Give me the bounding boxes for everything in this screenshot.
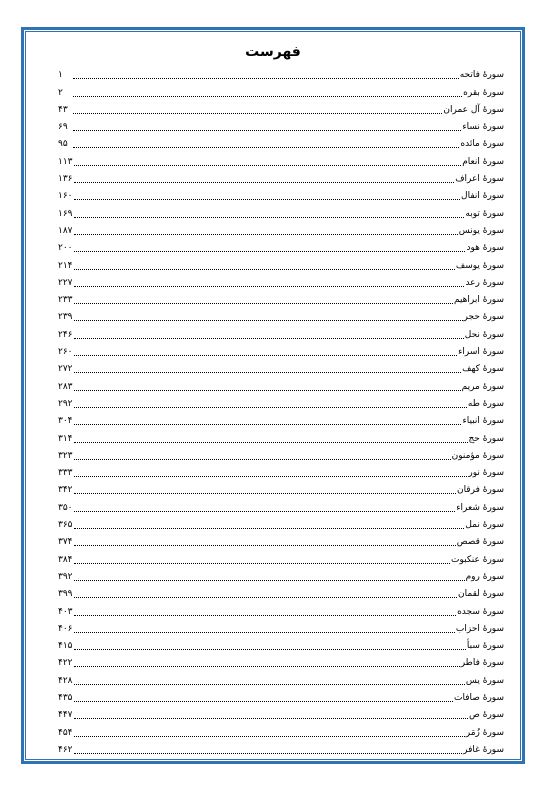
toc-entry-label: سورهٔ لقمان bbox=[458, 589, 504, 600]
toc-dot-leader bbox=[74, 511, 456, 512]
toc-entry[interactable] bbox=[58, 237, 504, 254]
toc-entry[interactable] bbox=[58, 618, 504, 635]
toc-entry-label: سورهٔ آل عمران bbox=[443, 104, 504, 115]
toc-dot-leader bbox=[74, 407, 467, 408]
toc-entry-page-number: ۱۶۹ bbox=[58, 208, 73, 219]
toc-dot-leader bbox=[73, 113, 442, 114]
toc-entry[interactable] bbox=[58, 704, 504, 721]
toc-dot-leader bbox=[74, 165, 462, 166]
toc-dot-leader bbox=[74, 459, 451, 460]
toc-entry-page-number: ۲۷۲ bbox=[58, 364, 73, 375]
toc-dot-leader bbox=[74, 442, 468, 443]
toc-entry-label: سورهٔ فاطر bbox=[460, 658, 504, 669]
toc-entry-label: سورهٔ اعراف bbox=[455, 174, 504, 185]
toc-dot-leader bbox=[74, 199, 461, 200]
toc-entry[interactable] bbox=[58, 81, 504, 98]
toc-entry-label: سورهٔ یوسف bbox=[455, 260, 504, 271]
toc-entry-page-number: ۴۲۸ bbox=[58, 675, 73, 686]
toc-entry-page-number: ۴۰۶ bbox=[58, 623, 73, 634]
toc-entry-page-number: ۲۶۰ bbox=[58, 347, 73, 358]
toc-dot-leader bbox=[74, 286, 465, 287]
toc-entry-page-number: ۲۳۹ bbox=[58, 312, 73, 323]
toc-entry-page-number: ۳۹۲ bbox=[58, 571, 73, 582]
toc-entry-label: سورهٔ یس bbox=[465, 675, 504, 686]
toc-dot-leader bbox=[74, 666, 460, 667]
toc-entry[interactable] bbox=[58, 150, 504, 167]
toc-entry[interactable] bbox=[58, 514, 504, 531]
toc-entry-page-number: ۴۰۳ bbox=[58, 606, 73, 617]
toc-entry[interactable] bbox=[58, 721, 504, 738]
toc-entry[interactable] bbox=[58, 739, 504, 756]
toc-entry-page-number: ۹۵ bbox=[58, 139, 68, 150]
toc-entry-label: سورهٔ فرقان bbox=[456, 485, 504, 496]
toc-entry[interactable] bbox=[58, 116, 504, 133]
toc-entry-label: سورهٔ مریم bbox=[461, 381, 504, 392]
toc-dot-leader bbox=[74, 718, 468, 719]
toc-entry-page-number: ۳۵۰ bbox=[58, 502, 73, 513]
toc-dot-leader bbox=[74, 182, 455, 183]
toc-entry-label: سورهٔ اسراء bbox=[458, 347, 504, 358]
toc-dot-leader bbox=[74, 615, 457, 616]
toc-entry[interactable] bbox=[58, 410, 504, 427]
toc-entry-page-number: ۳۴۲ bbox=[58, 485, 73, 496]
toc-dot-leader bbox=[74, 269, 455, 270]
toc-entry-page-number: ۱۱۳ bbox=[58, 156, 73, 167]
toc-entry-label: سورهٔ رعد bbox=[465, 277, 504, 288]
toc-entry-label: سورهٔ سجده bbox=[457, 606, 504, 617]
toc-entry[interactable] bbox=[58, 462, 504, 479]
toc-entry-page-number: ۲ bbox=[58, 87, 63, 98]
toc-entry[interactable] bbox=[58, 687, 504, 704]
toc-entry-label: سورهٔ قصص bbox=[456, 537, 504, 548]
toc-entry-label: سورهٔ مائده bbox=[460, 139, 504, 150]
toc-entry[interactable] bbox=[58, 272, 504, 289]
toc-dot-leader bbox=[74, 580, 465, 581]
toc-dot-leader bbox=[74, 355, 458, 356]
toc-entry-page-number: ۳۷۴ bbox=[58, 537, 73, 548]
toc-entry-label: سورهٔ شعراء bbox=[456, 502, 504, 513]
toc-entry-label: سورهٔ هود bbox=[466, 243, 504, 254]
toc-entry[interactable] bbox=[58, 427, 504, 444]
toc-entry-label: سورهٔ عنکبوت bbox=[450, 554, 504, 565]
toc-entry[interactable] bbox=[58, 479, 504, 496]
toc-entry[interactable] bbox=[58, 323, 504, 340]
toc-entry-label: سورهٔ غافر bbox=[463, 744, 504, 755]
toc-entry-page-number: ۴۳ bbox=[58, 104, 68, 115]
toc-entry-label: سورهٔ انبیاء bbox=[462, 416, 504, 427]
toc-dot-leader bbox=[74, 632, 455, 633]
toc-entry-page-number: ۴۶۲ bbox=[58, 744, 73, 755]
toc-dot-leader bbox=[73, 147, 459, 148]
toc-entry-page-number: ۴۲۲ bbox=[58, 658, 73, 669]
toc-entry[interactable] bbox=[58, 531, 504, 548]
toc-entry-page-number: ۲۲۷ bbox=[58, 277, 73, 288]
toc-dot-leader bbox=[74, 372, 462, 373]
toc-dot-leader bbox=[74, 736, 465, 737]
toc-dot-leader bbox=[74, 234, 458, 235]
toc-entry-page-number: ۲۰۰ bbox=[58, 243, 73, 254]
toc-entry[interactable] bbox=[58, 202, 504, 219]
toc-entry-label: سورهٔ زُمَر bbox=[465, 727, 504, 738]
toc-entry[interactable] bbox=[58, 375, 504, 392]
toc-entry-label: سورهٔ توبه bbox=[465, 208, 504, 219]
toc-entry-label: سورهٔ ص bbox=[469, 710, 504, 721]
toc-entry-page-number: ۳۳۳ bbox=[58, 468, 73, 479]
toc-entry[interactable] bbox=[58, 306, 504, 323]
toc-entry-page-number: ۱۸۷ bbox=[58, 225, 73, 236]
toc-dot-leader bbox=[74, 390, 461, 391]
toc-entry[interactable] bbox=[58, 496, 504, 513]
toc-entry[interactable] bbox=[58, 669, 504, 686]
toc-entry-label: سورهٔ بقره bbox=[463, 87, 504, 98]
toc-entry[interactable] bbox=[58, 185, 504, 202]
toc-entry-page-number: ۲۹۲ bbox=[58, 398, 73, 409]
toc-entry[interactable] bbox=[58, 254, 504, 271]
toc-dot-leader bbox=[74, 545, 456, 546]
toc-entry-label: سورهٔ نحل bbox=[464, 329, 504, 340]
toc-entry-page-number: ۲۱۴ bbox=[58, 260, 73, 271]
toc-entry-label: سورهٔ روم bbox=[465, 571, 504, 582]
toc-entry[interactable] bbox=[58, 566, 504, 583]
toc-entry[interactable] bbox=[58, 652, 504, 669]
toc-entry[interactable] bbox=[58, 445, 504, 462]
toc-entry-label: سورهٔ مؤمنون bbox=[451, 450, 504, 461]
toc-entry[interactable] bbox=[58, 635, 504, 652]
toc-entry[interactable] bbox=[58, 393, 504, 410]
table-of-contents bbox=[58, 64, 504, 756]
toc-entry-page-number: ۴۳۵ bbox=[58, 692, 73, 703]
toc-entry[interactable] bbox=[58, 600, 504, 617]
toc-entry-label: سورهٔ یونس bbox=[458, 225, 504, 236]
toc-entry-page-number: ۶۹ bbox=[58, 122, 68, 133]
toc-entry-page-number: ۱ bbox=[58, 70, 63, 81]
toc-dot-leader bbox=[74, 597, 458, 598]
toc-dot-leader bbox=[74, 493, 456, 494]
toc-dot-leader bbox=[74, 649, 466, 650]
toc-entry-page-number: ۳۹۹ bbox=[58, 589, 73, 600]
toc-dot-leader bbox=[73, 96, 462, 97]
toc-dot-leader bbox=[73, 78, 459, 79]
toc-entry-label: سورهٔ احزاب bbox=[455, 623, 504, 634]
toc-entry-label: سورهٔ صافات bbox=[453, 692, 504, 703]
toc-entry-page-number: ۱۳۶ bbox=[58, 174, 73, 185]
toc-entry[interactable] bbox=[58, 289, 504, 306]
toc-entry-page-number: ۲۸۳ bbox=[58, 381, 73, 392]
toc-dot-leader bbox=[74, 753, 463, 754]
toc-entry[interactable] bbox=[58, 133, 504, 150]
toc-entry[interactable] bbox=[58, 168, 504, 185]
toc-entry[interactable] bbox=[58, 64, 504, 81]
toc-entry-page-number: ۲۳۳ bbox=[58, 295, 73, 306]
toc-dot-leader bbox=[74, 476, 468, 477]
toc-entry-page-number: ۲۴۶ bbox=[58, 329, 73, 340]
toc-entry-label: سورهٔ کهف bbox=[462, 364, 504, 375]
toc-entry[interactable] bbox=[58, 99, 504, 116]
toc-entry-label: سورهٔ نساء bbox=[462, 122, 504, 133]
toc-entry-page-number: ۳۲۳ bbox=[58, 450, 73, 461]
toc-dot-leader bbox=[74, 528, 465, 529]
toc-entry-page-number: ۳۱۴ bbox=[58, 433, 73, 444]
page-title: فهرست bbox=[245, 44, 301, 60]
toc-dot-leader bbox=[74, 251, 466, 252]
toc-dot-leader bbox=[74, 424, 462, 425]
toc-entry-page-number: ۳۰۴ bbox=[58, 416, 73, 427]
toc-entry-label: سورهٔ طه bbox=[467, 398, 504, 409]
toc-entry[interactable] bbox=[58, 548, 504, 565]
toc-dot-leader bbox=[74, 684, 465, 685]
toc-entry-page-number: ۴۴۷ bbox=[58, 710, 73, 721]
toc-entry-label: سورهٔ حج bbox=[468, 433, 504, 444]
toc-entry-page-number: ۱۶۰ bbox=[58, 191, 73, 202]
toc-entry-label: سورهٔ نور bbox=[468, 468, 504, 479]
toc-dot-leader bbox=[74, 338, 464, 339]
toc-entry[interactable] bbox=[58, 583, 504, 600]
toc-entry-page-number: ۳۶۵ bbox=[58, 520, 73, 531]
toc-entry-page-number: ۴۱۵ bbox=[58, 641, 73, 652]
toc-entry[interactable] bbox=[58, 341, 504, 358]
toc-dot-leader bbox=[73, 130, 461, 131]
toc-entry-page-number: ۳۸۴ bbox=[58, 554, 73, 565]
toc-entry-label: سورهٔ سبأ bbox=[466, 641, 504, 652]
toc-entry[interactable] bbox=[58, 358, 504, 375]
toc-entry-page-number: ۴۵۴ bbox=[58, 727, 73, 738]
toc-entry-label: سورهٔ انفال bbox=[461, 191, 504, 202]
toc-dot-leader bbox=[74, 303, 453, 304]
toc-entry-label: سورهٔ حجر bbox=[463, 312, 504, 323]
toc-entry-label: سورهٔ ابراهیم bbox=[453, 295, 504, 306]
toc-dot-leader bbox=[74, 217, 465, 218]
toc-dot-leader bbox=[74, 320, 463, 321]
toc-entry[interactable] bbox=[58, 220, 504, 237]
toc-entry-label: سورهٔ نمل bbox=[465, 520, 504, 531]
toc-dot-leader bbox=[74, 701, 453, 702]
toc-dot-leader bbox=[74, 563, 450, 564]
toc-entry-label: سورهٔ انعام bbox=[462, 156, 504, 167]
toc-entry-label: سورهٔ فاتحه bbox=[459, 70, 504, 81]
